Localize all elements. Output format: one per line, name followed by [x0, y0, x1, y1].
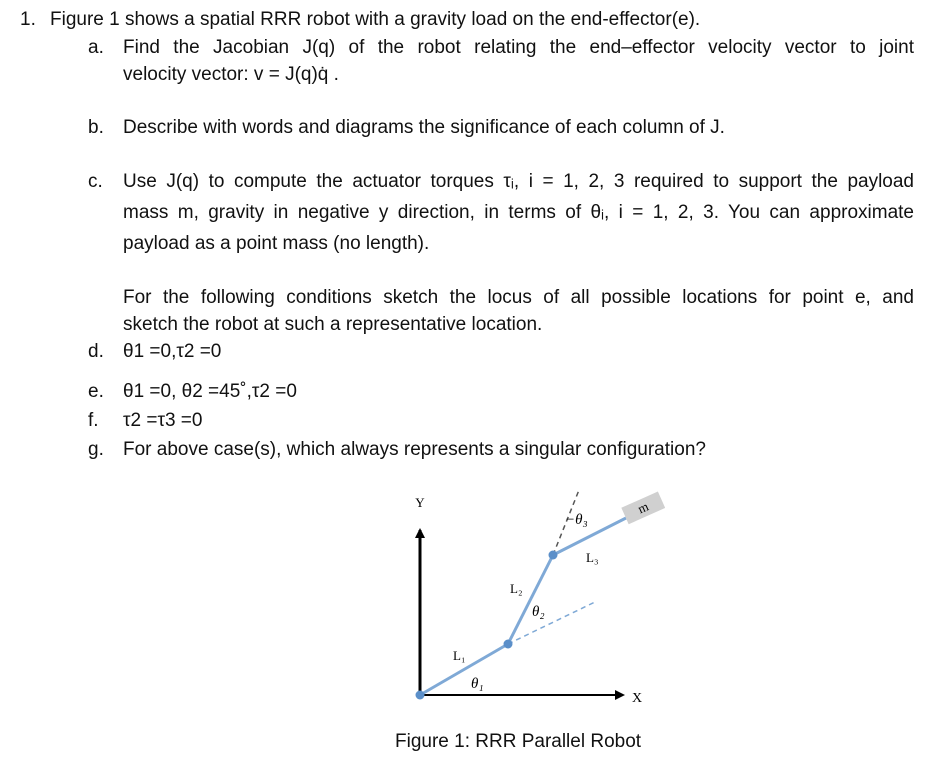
part-f-label: f.	[88, 410, 99, 431]
part-g-label: g.	[88, 439, 104, 460]
y-axis-label: Y	[415, 495, 425, 510]
conditions-line2: sketch the robot at such a representative location.	[123, 314, 543, 335]
part-d-label: d.	[88, 341, 104, 362]
part-c-line3: payload as a point mass (no length).	[123, 233, 430, 254]
robot-figure	[395, 490, 665, 720]
figure-caption: Figure 1: RRR Parallel Robot	[395, 731, 642, 752]
label-theta3: −θ₃	[565, 512, 588, 528]
part-b-label: b.	[88, 117, 104, 138]
joint-1	[416, 691, 425, 700]
part-e-label: e.	[88, 381, 104, 402]
part-g-text: For above case(s), which always represents a singular configuration?	[123, 439, 706, 460]
label-L2: L₂	[510, 581, 523, 596]
part-f-text: τ2 =τ3 =0	[123, 410, 203, 431]
x-axis-label: X	[631, 691, 643, 706]
part-a-line1: Find the Jacobian J(q) of the robot relating the end–effector velocity vector to joint	[123, 37, 914, 58]
part-d-text: θ1 =0,τ2 =0	[123, 341, 222, 362]
joint-2	[504, 640, 513, 649]
conditions-line1: For the following conditions sketch the locus of all possible locations for point e, and	[123, 287, 914, 308]
part-c-label: c.	[88, 171, 103, 192]
payload-mass	[621, 492, 665, 525]
part-c-line1: Use J(q) to compute the actuator torques τᵢ, i = 1, 2, 3 required to support the payload	[123, 171, 914, 192]
link1-extension-dashed	[508, 602, 595, 644]
label-L3: L₃	[586, 550, 599, 565]
problem-intro: Figure 1 shows a spatial RRR robot with a gravity load on the end-effector(e).	[50, 9, 701, 30]
problem-number: 1.	[20, 9, 36, 30]
label-theta2: θ₂	[532, 604, 545, 620]
part-a-line2: velocity vector: v = J(q)q̇ .	[123, 64, 339, 85]
part-b-text: Describe with words and diagrams the significance of each column of J.	[123, 117, 725, 138]
part-a-label: a.	[88, 37, 104, 58]
joint-3	[549, 551, 558, 560]
mass-label: m	[635, 498, 651, 517]
link-2	[508, 555, 553, 644]
label-theta1: θ₁	[471, 676, 484, 692]
part-c-line2: mass m, gravity in negative y direction, in terms of θᵢ, i = 1, 2, 3. You can approximate	[123, 202, 914, 223]
part-e-text: θ1 =0, θ2 =45˚,τ2 =0	[123, 381, 297, 402]
label-L1: L₁	[453, 648, 466, 663]
